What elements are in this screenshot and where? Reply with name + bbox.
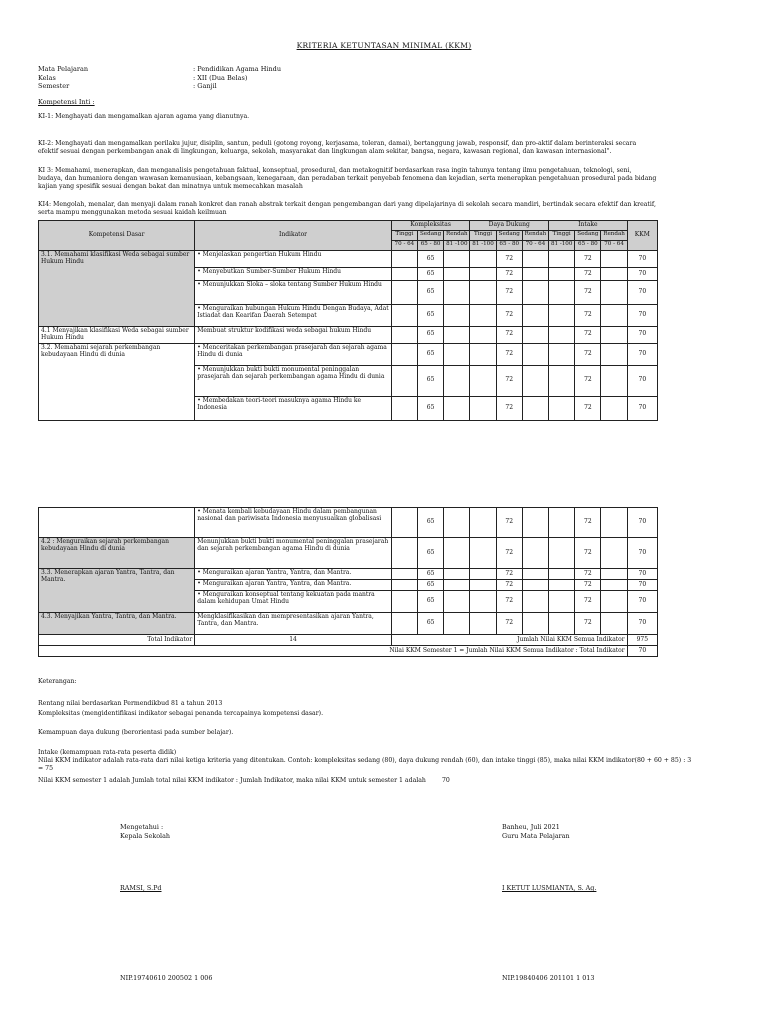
indikator-cell: • Menguraikan hubungan Hukum Hindu Dengan Budaya, Adat Istiadat dan Kearifan Daerah Setempat <box>195 305 392 327</box>
total-count: 14 <box>195 635 392 646</box>
table-row <box>39 569 658 580</box>
table-row <box>39 613 658 635</box>
kkm-value: 70 <box>627 251 657 268</box>
daya-dukung-value: 72 <box>496 580 522 591</box>
header-kkm: KKM <box>627 221 657 251</box>
headmaster-nip: NIP.19740610 200502 1 006 <box>120 974 213 982</box>
table-row <box>39 538 658 569</box>
total-label: Total Indikator <box>39 635 195 646</box>
sub-header: Tinggi <box>549 231 575 241</box>
intake-value: 72 <box>575 327 601 344</box>
daya-dukung-value: 72 <box>496 251 522 268</box>
indikator-cell: • Menunjukkan Sloka – sloka tentang Sumber Hukum Hindu <box>195 281 392 305</box>
kkm-value: 70 <box>627 613 657 635</box>
kkm-table-part1 <box>38 220 658 421</box>
signature-right <box>502 823 570 841</box>
kkm-value: 70 <box>627 569 657 580</box>
jumlah-value: 975 <box>627 635 657 646</box>
range-header: 81 -100 <box>444 241 470 251</box>
kd-cell: 4.1 Menyajikan klasifikasi Weda sebagai sumber Hukum Hindu <box>39 327 195 344</box>
keterangan-line: Nilai KKM indikator adalah rata-rata dari nilai ketiga kriteria yang ditentukan. Contoh: kompleksitas sedang (80), daya dukung rendah (60), dan intake tinggi (85), maka nilai KKM indikator(80 + 60 + 85) : 3 = 75 <box>38 757 692 772</box>
kompleksitas-value: 65 <box>418 613 444 635</box>
daya-dukung-value: 72 <box>496 343 522 365</box>
indikator-cell: • Menunjukkan bukti bukti monumental peninggalan prasejarah dan sejarah perkembangan agama Hindu di dunia <box>195 365 392 396</box>
indikator-cell: Membuat struktur kodifikasi weda sebagai hukum Hindu <box>195 327 392 344</box>
indikator-cell: • Menceritakan perkembangan prasejarah dan sejarah agama Hindu di dunia <box>195 343 392 365</box>
range-header: 70 - 64 <box>601 241 627 251</box>
left-line1: Mengetahui : <box>120 823 164 831</box>
range-header: 81 -100 <box>549 241 575 251</box>
keterangan-final-value: 70 <box>442 777 450 784</box>
sub-header: Rendah <box>601 231 627 241</box>
kkm-value: 70 <box>627 305 657 327</box>
meta-value: : XII (Dua Belas) <box>193 73 248 82</box>
intake-value: 72 <box>575 305 601 327</box>
semester-row <box>38 83 638 92</box>
kd-cell: 3.2. Memahami sejarah perkembangan kebudayaan Hindu di dunia <box>39 343 195 420</box>
daya-dukung-value: 72 <box>496 591 522 613</box>
indikator-cell: • Menyebutkan Sumber-Sumber Hukum Hindu <box>195 268 392 281</box>
intake-value: 72 <box>575 613 601 635</box>
kompleksitas-value: 65 <box>418 508 444 538</box>
intake-value: 72 <box>575 396 601 420</box>
header-kompleksitas: Kompleksitas <box>391 221 470 231</box>
kd-cell <box>39 508 195 538</box>
intake-value: 72 <box>575 538 601 569</box>
kkm-table-part2 <box>38 507 658 657</box>
keterangan-line: Nilai KKM semester 1 adalah Jumlah total nilai KKM indikator : Jumlah Indikator, maka nilai KKM untuk semester 1 adalah <box>38 777 426 784</box>
kkm-value: 70 <box>627 580 657 591</box>
kompleksitas-value: 65 <box>418 268 444 281</box>
kkm-value: 70 <box>627 268 657 281</box>
teacher-nip: NIP.19840406 201101 1 013 <box>502 974 595 982</box>
kompleksitas-value: 65 <box>418 396 444 420</box>
signature-left <box>120 823 170 841</box>
kompleksitas-value: 65 <box>418 251 444 268</box>
indikator-cell: • Menguraikan konseptual tentang kekuatan pada mantra dalam kehidupan Umat Hindu <box>195 591 392 613</box>
header-kd: Kompetensi Dasar <box>39 221 195 251</box>
kompleksitas-value: 65 <box>418 591 444 613</box>
sub-header: Sedang <box>575 231 601 241</box>
intake-value: 72 <box>575 251 601 268</box>
kkm-value: 70 <box>627 365 657 396</box>
intake-value: 72 <box>575 569 601 580</box>
indikator-cell: • Menguraikan ajaran Yantra, Yantra, dan Mantra. <box>195 569 392 580</box>
subject-row <box>38 66 638 75</box>
sub-header: Sedang <box>418 231 444 241</box>
left-line2: Kepala Sekolah <box>120 832 171 840</box>
kd-cell: 4.2 : Menguraikan sejarah perkembangan kebudayaan Hindu di dunia <box>39 538 195 569</box>
sub-header: Rendah <box>522 231 548 241</box>
kkm-value: 70 <box>627 508 657 538</box>
ki-1: KI-1: Menghayati dan mengamalkan ajaran agama yang dianutnya. <box>38 113 250 120</box>
meta-label: Kelas <box>38 73 56 82</box>
meta-value: : Pendidikan Agama Hindu <box>193 65 282 73</box>
keterangan-line: Rentang nilai berdasarkan Permendikbud 81 a tahun 2013 <box>38 700 223 707</box>
daya-dukung-value: 72 <box>496 613 522 635</box>
keterangan-line: Intake (kemampuan rata-rata peserta didik) <box>38 749 177 756</box>
class-row <box>38 75 638 84</box>
sub-header: Tinggi <box>391 231 417 241</box>
daya-dukung-value: 72 <box>496 327 522 344</box>
daya-dukung-value: 72 <box>496 281 522 305</box>
header-indikator: Indikator <box>195 221 392 251</box>
kkm-value: 70 <box>627 281 657 305</box>
daya-dukung-value: 72 <box>496 538 522 569</box>
intake-value: 72 <box>575 508 601 538</box>
range-header: 65 - 80 <box>575 241 601 251</box>
kkm-value: 70 <box>627 591 657 613</box>
indikator-cell: • Membedakan teori-teori masuknya agama Hindu ke Indonesia <box>195 396 392 420</box>
intake-value: 72 <box>575 580 601 591</box>
kompetensi-inti-heading: Kompetensi Inti : <box>38 98 95 106</box>
meta-value: : Ganjil <box>193 82 217 90</box>
intake-value: 72 <box>575 343 601 365</box>
kompleksitas-value: 65 <box>418 327 444 344</box>
range-header: 70 - 64 <box>522 241 548 251</box>
daya-dukung-value: 72 <box>496 268 522 281</box>
kompleksitas-value: 65 <box>418 580 444 591</box>
kompleksitas-value: 65 <box>418 569 444 580</box>
daya-dukung-value: 72 <box>496 305 522 327</box>
kompleksitas-value: 65 <box>418 538 444 569</box>
indikator-cell: • Menguraikan ajaran Yantra, Yantra, dan Mantra. <box>195 580 392 591</box>
daya-dukung-value: 72 <box>496 365 522 396</box>
intake-value: 72 <box>575 268 601 281</box>
headmaster-name: RAMSI, S.Pd <box>120 884 162 892</box>
indikator-cell: • Menata kembali kebudayaan Hindu dalam pembangunan nasional dan pariwisata Indonesia menyusuaikan globalisasi <box>195 508 392 538</box>
sub-header: Sedang <box>496 231 522 241</box>
kompleksitas-value: 65 <box>418 305 444 327</box>
table-row <box>39 343 658 365</box>
kkm-value: 70 <box>627 343 657 365</box>
kompleksitas-value: 65 <box>418 365 444 396</box>
kompleksitas-value: 65 <box>418 281 444 305</box>
table-row <box>39 251 658 268</box>
intake-value: 72 <box>575 591 601 613</box>
range-header: 81 -100 <box>470 241 496 251</box>
teacher-name: I KETUT LUSMIANTA, S. Ag. <box>502 884 597 892</box>
kd-cell: 4.3. Menyajikan Yantra, Tantra, dan Mantra. <box>39 613 195 635</box>
ki-2: KI-2: Menghayati dan mengamalkan perilaku jujur, disiplin, santun, peduli (gotong royong, kerjasama, toleran, damai), bertanggung jawab, responsif, dan pro-aktif dalam berinteraksi secara efektif sesuai dengan perkembangan anak di lingkungan, keluarga, sekolah, masyarakat dan lingkungan alam sekitar, bangsa, negara, kawasan regional, dan kawasan internasional". <box>38 140 637 155</box>
sub-header: Rendah <box>444 231 470 241</box>
sub-header: Tinggi <box>470 231 496 241</box>
kd-cell: 3.1. Memahami klasifikasi Weda sebagai sumber Hukum Hindu <box>39 251 195 327</box>
subject-info <box>38 66 638 92</box>
intake-value: 72 <box>575 365 601 396</box>
kkm-value: 70 <box>627 396 657 420</box>
semester-row <box>39 646 658 657</box>
kd-cell: 3.3. Menerapkan ajaran Yantra, Tantra, dan Mantra. <box>39 569 195 613</box>
intake-value: 72 <box>575 281 601 305</box>
jumlah-label: Jumlah Nilai KKM Semua Indikator <box>391 635 627 646</box>
keterangan-line: Kompleksitas (mengidentifikasi indikator sebagai penanda tercapainya kompetensi dasar). <box>38 710 324 717</box>
total-row <box>39 635 658 646</box>
kkm-value: 70 <box>627 327 657 344</box>
range-header: 65 - 80 <box>496 241 522 251</box>
indikator-cell: • Menjelaskan pengertian Hukum Hindu <box>195 251 392 268</box>
range-header: 65 - 80 <box>418 241 444 251</box>
semester-label: Nilai KKM Semester 1 = Jumlah Nilai KKM Semua Indikator : Total Indikator <box>39 646 628 657</box>
document-title: KRITERIA KETUNTASAN MINIMAL (KKM) <box>296 41 472 50</box>
right-line2: Guru Mata Pelajaran <box>502 832 570 840</box>
indikator-cell: Menunjukkan bukti bukti monumental peninggalan prasejarah dan sejarah perkembangan agama Hindu di dunia <box>195 538 392 569</box>
daya-dukung-value: 72 <box>496 396 522 420</box>
range-header: 70 - 64 <box>391 241 417 251</box>
indikator-cell: Mengklasifikasikan dan mempresentasikan ajaran Yantra, Tantra, dan Mantra. <box>195 613 392 635</box>
keterangan-line: Kemampuan daya dukung (berorientasi pada sumber belajar). <box>38 729 234 736</box>
daya-dukung-value: 72 <box>496 569 522 580</box>
semester-value: 70 <box>627 646 657 657</box>
meta-label: Mata Pelajaran <box>38 65 89 73</box>
kkm-value: 70 <box>627 538 657 569</box>
ki-3: KI 3: Memahami, menerapkan, dan menganalisis pengetahuan faktual, konseptual, prosedural, dan metakognitif berdasarkan rasa ingin tahunya tentang ilmu pengetahuan, teknologi, seni, budaya, dan humaniora dengan wawasan kemanusiaan, kebangsaan, kenegaraan, dan peradaban terkait penyebab fenomena dan kejadian, serta menerapkan pengetahuan prosedural pada bidang kajian yang spesifik sesuai dengan bakat dan minatnya untuk memecahkan masalah <box>38 167 657 190</box>
table-row <box>39 327 658 344</box>
kompleksitas-value: 65 <box>418 343 444 365</box>
table-row <box>39 508 658 538</box>
header-intake: Intake <box>549 221 628 231</box>
daya-dukung-value: 72 <box>496 508 522 538</box>
keterangan-heading: Keterangan: <box>38 678 77 685</box>
header-daya-dukung: Daya Dukung <box>470 221 549 231</box>
ki-4: KI4: Mengolah, menalar, dan menyaji dalam ranah konkret dan ranah abstrak terkait dengan pengembangan dari yang dipelajarinya di sekolah secara mandiri, bertindak secara efektif dan kreatif, serta mampu menggunakan metoda sesuai kaidah keilmuan <box>38 201 656 216</box>
right-line1: Banheu, Juli 2021 <box>502 823 560 831</box>
meta-label: Semester <box>38 82 70 90</box>
